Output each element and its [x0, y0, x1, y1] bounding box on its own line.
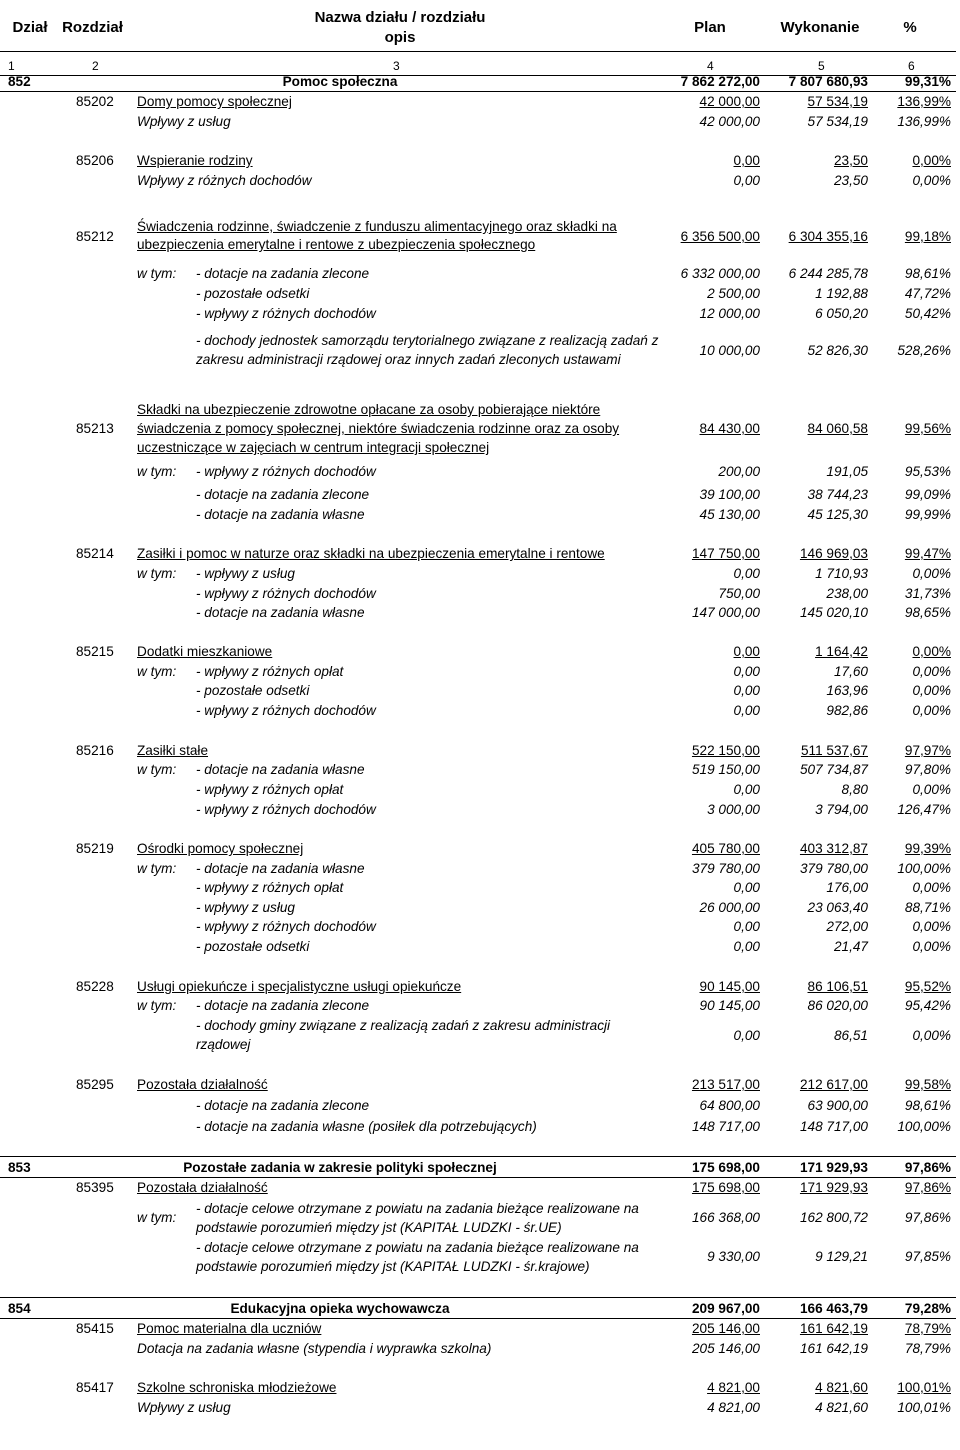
rozdzial-code: 85228 [76, 979, 114, 994]
item-wykonanie: 6 244 285,78 [788, 266, 868, 281]
item-name: - wpływy z usług [196, 900, 295, 915]
item-wykonanie: 3 794,00 [815, 802, 868, 817]
item-plan: 39 100,00 [699, 487, 760, 502]
rozdzial-code: 85213 [76, 421, 114, 436]
item-wykonanie: 161 642,19 [799, 1341, 868, 1356]
item-name-line1: - dochody jednostek samorządu terytorialnego związane z realizacją zadań z [196, 333, 659, 348]
rozdzial-name: Zasiłki stałe [137, 743, 209, 758]
rozdzial-wykonanie: 403 312,87 [799, 841, 868, 856]
item-percent: 97,86% [904, 1210, 951, 1225]
rozdzial-plan: 90 145,00 [699, 979, 760, 994]
rozdzial-plan: 205 146,00 [691, 1321, 760, 1336]
w-tym-label: w tym: [137, 762, 177, 777]
item-percent: 50,42% [904, 306, 951, 321]
item-wykonanie: 145 020,10 [799, 605, 868, 620]
item-plan: 200,00 [718, 464, 760, 479]
rozdzial-wykonanie: 84 060,58 [807, 421, 868, 436]
section-divider [0, 1156, 956, 1157]
item-percent: 88,71% [904, 900, 951, 915]
rozdzial-plan: 213 517,00 [691, 1077, 760, 1092]
item-name: Wpływy z usług [137, 114, 231, 129]
w-tym-label: w tym: [137, 266, 177, 281]
rozdzial-wykonanie: 146 969,03 [799, 546, 868, 561]
rozdzial-plan: 147 750,00 [691, 546, 760, 561]
rozdzial-name-line3: uczestniczące w zajęciach w centrum integracji społecznej [137, 440, 490, 455]
rozdzial-name-line1: Świadczenia rodzinne, świadczenie z funduszu alimentacyjnego oraz składki na [137, 219, 617, 234]
item-plan: 45 130,00 [699, 507, 760, 522]
rozdzial-name: Pozostała działalność [137, 1180, 268, 1195]
rozdzial-wykonanie: 23,50 [833, 153, 868, 168]
item-name: - wpływy z różnych dochodów [196, 306, 376, 321]
rozdzial-name: Szkolne schroniska młodzieżowe [137, 1380, 337, 1395]
rozdzial-code: 85206 [76, 153, 114, 168]
item-name: - pozostałe odsetki [196, 286, 310, 301]
item-name: - wpływy z różnych opłat [196, 664, 344, 679]
rozdzial-wykonanie: 511 537,67 [800, 743, 868, 758]
item-percent: 0,00% [912, 703, 951, 718]
dzial-plan: 7 862 272,00 [680, 74, 760, 89]
item-plan: 750,00 [718, 586, 760, 601]
item-name: - pozostałe odsetki [196, 683, 310, 698]
rozdzial-code: 85202 [76, 94, 114, 109]
item-plan: 148 717,00 [691, 1119, 760, 1134]
item-percent: 97,80% [904, 762, 951, 777]
item-percent: 98,65% [904, 605, 951, 620]
item-percent: 0,00% [912, 919, 951, 934]
item-plan: 3 000,00 [707, 802, 760, 817]
item-percent: 95,53% [904, 464, 951, 479]
item-wykonanie: 86 020,00 [807, 998, 868, 1013]
rozdzial-plan: 0,00 [733, 644, 760, 659]
dzial-code: 854 [8, 1301, 31, 1316]
section-divider [0, 1297, 956, 1298]
item-wykonanie: 21,47 [833, 939, 868, 954]
item-name: - wpływy z różnych opłat [196, 782, 344, 797]
item-name: - wpływy z różnych dochodów [196, 703, 376, 718]
item-wykonanie: 23 063,40 [807, 900, 868, 915]
item-wykonanie: 17,60 [833, 664, 868, 679]
rozdzial-code: 85219 [76, 841, 114, 856]
header-nazwa: Nazwa działu / rozdziału [314, 9, 486, 26]
rozdzial-code: 85417 [76, 1380, 114, 1395]
rozdzial-percent: 0,00% [912, 153, 951, 168]
rozdzial-percent: 0,00% [912, 644, 951, 659]
item-wykonanie: 162 800,72 [799, 1210, 868, 1225]
item-name-line1: - dotacje celowe otrzymane z powiatu na zadania bieżące realizowane na [196, 1201, 639, 1216]
rozdzial-percent: 99,58% [904, 1077, 951, 1092]
rozdzial-percent: 100,01% [897, 1380, 951, 1395]
item-plan: 519 150,00 [691, 762, 760, 777]
item-percent: 0,00% [912, 782, 951, 797]
item-plan: 0,00 [733, 664, 760, 679]
item-percent: 0,00% [912, 880, 951, 895]
rozdzial-plan: 6 356 500,00 [680, 229, 760, 244]
dzial-wykonanie: 7 807 680,93 [788, 74, 868, 89]
dzial-name: Pozostałe zadania w zakresie polityki społecznej [183, 1160, 497, 1175]
item-plan: 0,00 [733, 1028, 760, 1043]
rozdzial-plan: 522 150,00 [691, 743, 760, 758]
colnum-5: 5 [818, 59, 825, 73]
rozdzial-plan: 0,00 [733, 153, 760, 168]
item-wykonanie: 238,00 [826, 586, 868, 601]
item-wykonanie: 148 717,00 [799, 1119, 868, 1134]
rozdzial-name: Pomoc materialna dla uczniów [137, 1321, 322, 1336]
colnum-3: 3 [393, 59, 400, 73]
rozdzial-percent: 99,47% [904, 546, 951, 561]
rozdzial-percent: 78,79% [904, 1321, 951, 1336]
rozdzial-name: Dodatki mieszkaniowe [137, 644, 273, 659]
item-wykonanie: 1 710,93 [815, 566, 868, 581]
rozdzial-percent: 99,56% [904, 421, 951, 436]
item-name-line2: rządowej [196, 1037, 251, 1052]
item-name: - wpływy z różnych dochodów [196, 802, 376, 817]
item-plan: 4 821,00 [707, 1400, 760, 1415]
item-name: - dotacje na zadania zlecone [196, 487, 370, 502]
item-percent: 528,26% [897, 343, 951, 358]
header-percent: % [903, 19, 917, 36]
item-name: - wpływy z różnych opłat [196, 880, 344, 895]
item-wykonanie: 57 534,19 [807, 114, 868, 129]
item-plan: 0,00 [733, 683, 760, 698]
item-name-line1: - dotacje celowe otrzymane z powiatu na zadania bieżące realizowane na [196, 1240, 639, 1255]
item-name: - wpływy z różnych dochodów [196, 464, 376, 479]
rozdzial-code: 85295 [76, 1077, 114, 1092]
item-name: - dotacje na zadania własne [196, 762, 365, 777]
item-name: Wpływy z różnych dochodów [137, 173, 312, 188]
rozdzial-plan: 84 430,00 [699, 421, 760, 436]
item-percent: 47,72% [904, 286, 951, 301]
item-wykonanie: 982,86 [826, 703, 868, 718]
rozdzial-code: 85395 [76, 1180, 114, 1195]
rozdzial-wykonanie: 1 164,42 [815, 644, 868, 659]
item-wykonanie: 86,51 [833, 1028, 868, 1043]
item-name: - wpływy z różnych dochodów [196, 586, 376, 601]
item-percent: 99,09% [904, 487, 951, 502]
item-plan: 12 000,00 [699, 306, 760, 321]
item-plan: 0,00 [733, 880, 760, 895]
item-percent: 0,00% [912, 939, 951, 954]
item-name: Dotacja na zadania własne (stypendia i wyprawka szkolna) [137, 1341, 492, 1356]
item-wykonanie: 1 192,88 [815, 286, 868, 301]
item-name: - dotacje na zadania zlecone [196, 1098, 370, 1113]
rozdzial-wykonanie: 161 642,19 [799, 1321, 868, 1336]
item-percent: 100,01% [897, 1400, 951, 1415]
rozdzial-name: Pozostała działalność [137, 1077, 268, 1092]
header-divider [0, 51, 956, 52]
item-wykonanie: 163,96 [826, 683, 868, 698]
rozdzial-code: 85215 [76, 644, 114, 659]
rozdzial-code: 85216 [76, 743, 114, 758]
rozdzial-plan: 175 698,00 [691, 1180, 760, 1195]
dzial-plan: 209 967,00 [691, 1301, 760, 1316]
item-name: - pozostałe odsetki [196, 939, 310, 954]
item-name: - wpływy z usług [196, 566, 295, 581]
item-wykonanie: 38 744,23 [807, 487, 868, 502]
w-tym-label: w tym: [137, 566, 177, 581]
item-percent: 97,85% [904, 1249, 951, 1264]
item-percent: 31,73% [904, 586, 951, 601]
dzial-plan: 175 698,00 [691, 1160, 760, 1175]
item-plan: 26 000,00 [699, 900, 760, 915]
item-plan: 64 800,00 [699, 1098, 760, 1113]
item-name: - dotacje na zadania zlecone [196, 998, 370, 1013]
dzial-wykonanie: 166 463,79 [799, 1301, 868, 1316]
rozdzial-plan: 405 780,00 [691, 841, 760, 856]
item-wykonanie: 272,00 [826, 919, 868, 934]
rozdzial-plan: 42 000,00 [699, 94, 760, 109]
item-name: Wpływy z usług [137, 1400, 231, 1415]
item-name: - dotacje na zadania własne [196, 605, 365, 620]
item-name: - dotacje na zadania własne [196, 861, 365, 876]
dzial-percent: 99,31% [904, 74, 951, 89]
w-tym-label: w tym: [137, 998, 177, 1013]
item-plan: 90 145,00 [699, 998, 760, 1013]
rozdzial-wykonanie: 57 534,19 [807, 94, 868, 109]
w-tym-label: w tym: [137, 464, 177, 479]
colnum-1: 1 [8, 59, 15, 73]
w-tym-label: w tym: [137, 861, 177, 876]
rozdzial-name-line2: świadczenia z pomocy społecznej, niektóre świadczenia rodzinne oraz za osoby [137, 421, 620, 436]
item-plan: 0,00 [733, 919, 760, 934]
item-plan: 10 000,00 [699, 343, 760, 358]
item-name-line2: zakresu administracji rządowej oraz innych zadań zleconych ustawami [196, 352, 621, 367]
rozdzial-wykonanie: 86 106,51 [807, 979, 868, 994]
colnum-6: 6 [908, 59, 915, 73]
item-plan: 0,00 [733, 939, 760, 954]
rozdzial-name: Ośrodki pomocy społecznej [137, 841, 304, 856]
rozdzial-percent: 99,18% [904, 229, 951, 244]
item-name-line2: podstawie porozumień między jst (KAPITAŁ LUDZKI - śr.krajowe) [196, 1259, 590, 1274]
colnum-4: 4 [707, 59, 714, 73]
item-percent: 0,00% [912, 664, 951, 679]
item-wykonanie: 507 734,87 [799, 762, 868, 777]
rozdzial-code: 85212 [76, 229, 114, 244]
w-tym-label: w tym: [137, 1210, 177, 1225]
item-plan: 147 000,00 [691, 605, 760, 620]
rozdzial-name: Zasiłki i pomoc w naturze oraz składki na ubezpieczenia emerytalne i rentowe [137, 546, 605, 561]
rozdzial-percent: 99,39% [904, 841, 951, 856]
rozdzial-code: 85415 [76, 1321, 114, 1336]
item-percent: 98,61% [904, 1098, 951, 1113]
item-plan: 205 146,00 [691, 1341, 760, 1356]
item-wykonanie: 176,00 [826, 880, 868, 895]
colnum-2: 2 [92, 59, 99, 73]
item-percent: 0,00% [912, 1028, 951, 1043]
item-plan: 0,00 [733, 173, 760, 188]
item-percent: 0,00% [912, 683, 951, 698]
item-name: - dotacje na zadania własne (posiłek dla potrzebujących) [196, 1119, 537, 1134]
item-plan: 0,00 [733, 782, 760, 797]
dzial-name: Edukacyjna opieka wychowawcza [230, 1301, 450, 1316]
dzial-percent: 97,86% [904, 1160, 951, 1175]
rozdzial-name-line2: ubezpieczenia emerytalne i rentowe z ubezpieczenia społecznego [137, 237, 536, 252]
rozdzial-percent: 95,52% [904, 979, 951, 994]
w-tym-label: w tym: [137, 664, 177, 679]
rozdzial-wykonanie: 212 617,00 [799, 1077, 868, 1092]
rozdzial-wykonanie: 171 929,93 [799, 1180, 868, 1195]
section-divider [0, 1177, 956, 1178]
item-wykonanie: 191,05 [826, 464, 868, 479]
item-percent: 95,42% [904, 998, 951, 1013]
rozdzial-name: Usługi opiekuńcze i specjalistyczne usługi opiekuńcze [137, 979, 462, 994]
item-name-line2: podstawie porozumień między jst (KAPITAŁ LUDZKI - śr.UE) [196, 1220, 562, 1235]
item-wykonanie: 4 821,60 [815, 1400, 868, 1415]
rozdzial-wykonanie: 6 304 355,16 [788, 229, 868, 244]
header-plan: Plan [694, 19, 726, 36]
rozdzial-wykonanie: 4 821,60 [815, 1380, 868, 1395]
item-wykonanie: 6 050,20 [815, 306, 868, 321]
item-percent: 98,61% [904, 266, 951, 281]
item-plan: 2 500,00 [707, 286, 760, 301]
item-percent: 0,00% [912, 173, 951, 188]
item-wykonanie: 23,50 [833, 173, 868, 188]
item-name: - dotacje na zadania własne [196, 507, 365, 522]
item-percent: 78,79% [904, 1341, 951, 1356]
rozdzial-plan: 4 821,00 [707, 1380, 760, 1395]
rozdzial-code: 85214 [76, 546, 114, 561]
item-percent: 100,00% [897, 861, 951, 876]
section-divider [0, 1318, 956, 1319]
item-plan: 42 000,00 [699, 114, 760, 129]
item-name: - wpływy z różnych dochodów [196, 919, 376, 934]
item-percent: 0,00% [912, 566, 951, 581]
rozdzial-name: Wspieranie rodziny [137, 153, 253, 168]
header-opis: opis [384, 29, 416, 46]
rozdzial-percent: 97,97% [904, 743, 951, 758]
item-percent: 100,00% [897, 1119, 951, 1134]
header-wykonanie: Wykonanie [780, 19, 860, 36]
item-wykonanie: 45 125,30 [807, 507, 868, 522]
dzial-percent: 79,28% [904, 1301, 951, 1316]
header-rozdzial: Rozdział [62, 19, 123, 36]
item-percent: 99,99% [904, 507, 951, 522]
section-divider [0, 91, 956, 92]
dzial-name: Pomoc społeczna [282, 74, 398, 89]
header-dzial: Dział [12, 19, 48, 36]
rozdzial-name-line1: Składki na ubezpieczenie zdrowotne opłacane za osoby pobierające niektóre [137, 402, 601, 417]
item-wykonanie: 9 129,21 [815, 1249, 868, 1264]
item-plan: 379 780,00 [691, 861, 760, 876]
dzial-code: 852 [8, 74, 31, 89]
rozdzial-percent: 97,86% [904, 1180, 951, 1195]
rozdzial-name: Domy pomocy społecznej [137, 94, 292, 109]
dzial-code: 853 [8, 1160, 31, 1175]
item-plan: 0,00 [733, 703, 760, 718]
rozdzial-percent: 136,99% [897, 94, 951, 109]
item-wykonanie: 379 780,00 [799, 861, 868, 876]
dzial-wykonanie: 171 929,93 [799, 1160, 868, 1175]
item-plan: 0,00 [733, 566, 760, 581]
item-name-line1: - dochody gminy związane z realizacją zadań z zakresu administracji [196, 1018, 611, 1033]
item-plan: 6 332 000,00 [680, 266, 760, 281]
item-wykonanie: 52 826,30 [807, 343, 868, 358]
item-percent: 126,47% [897, 802, 951, 817]
item-percent: 136,99% [897, 114, 951, 129]
item-name: - dotacje na zadania zlecone [196, 266, 370, 281]
item-wykonanie: 63 900,00 [807, 1098, 868, 1113]
item-wykonanie: 8,80 [841, 782, 868, 797]
item-plan: 166 368,00 [691, 1210, 760, 1225]
item-plan: 9 330,00 [707, 1249, 760, 1264]
